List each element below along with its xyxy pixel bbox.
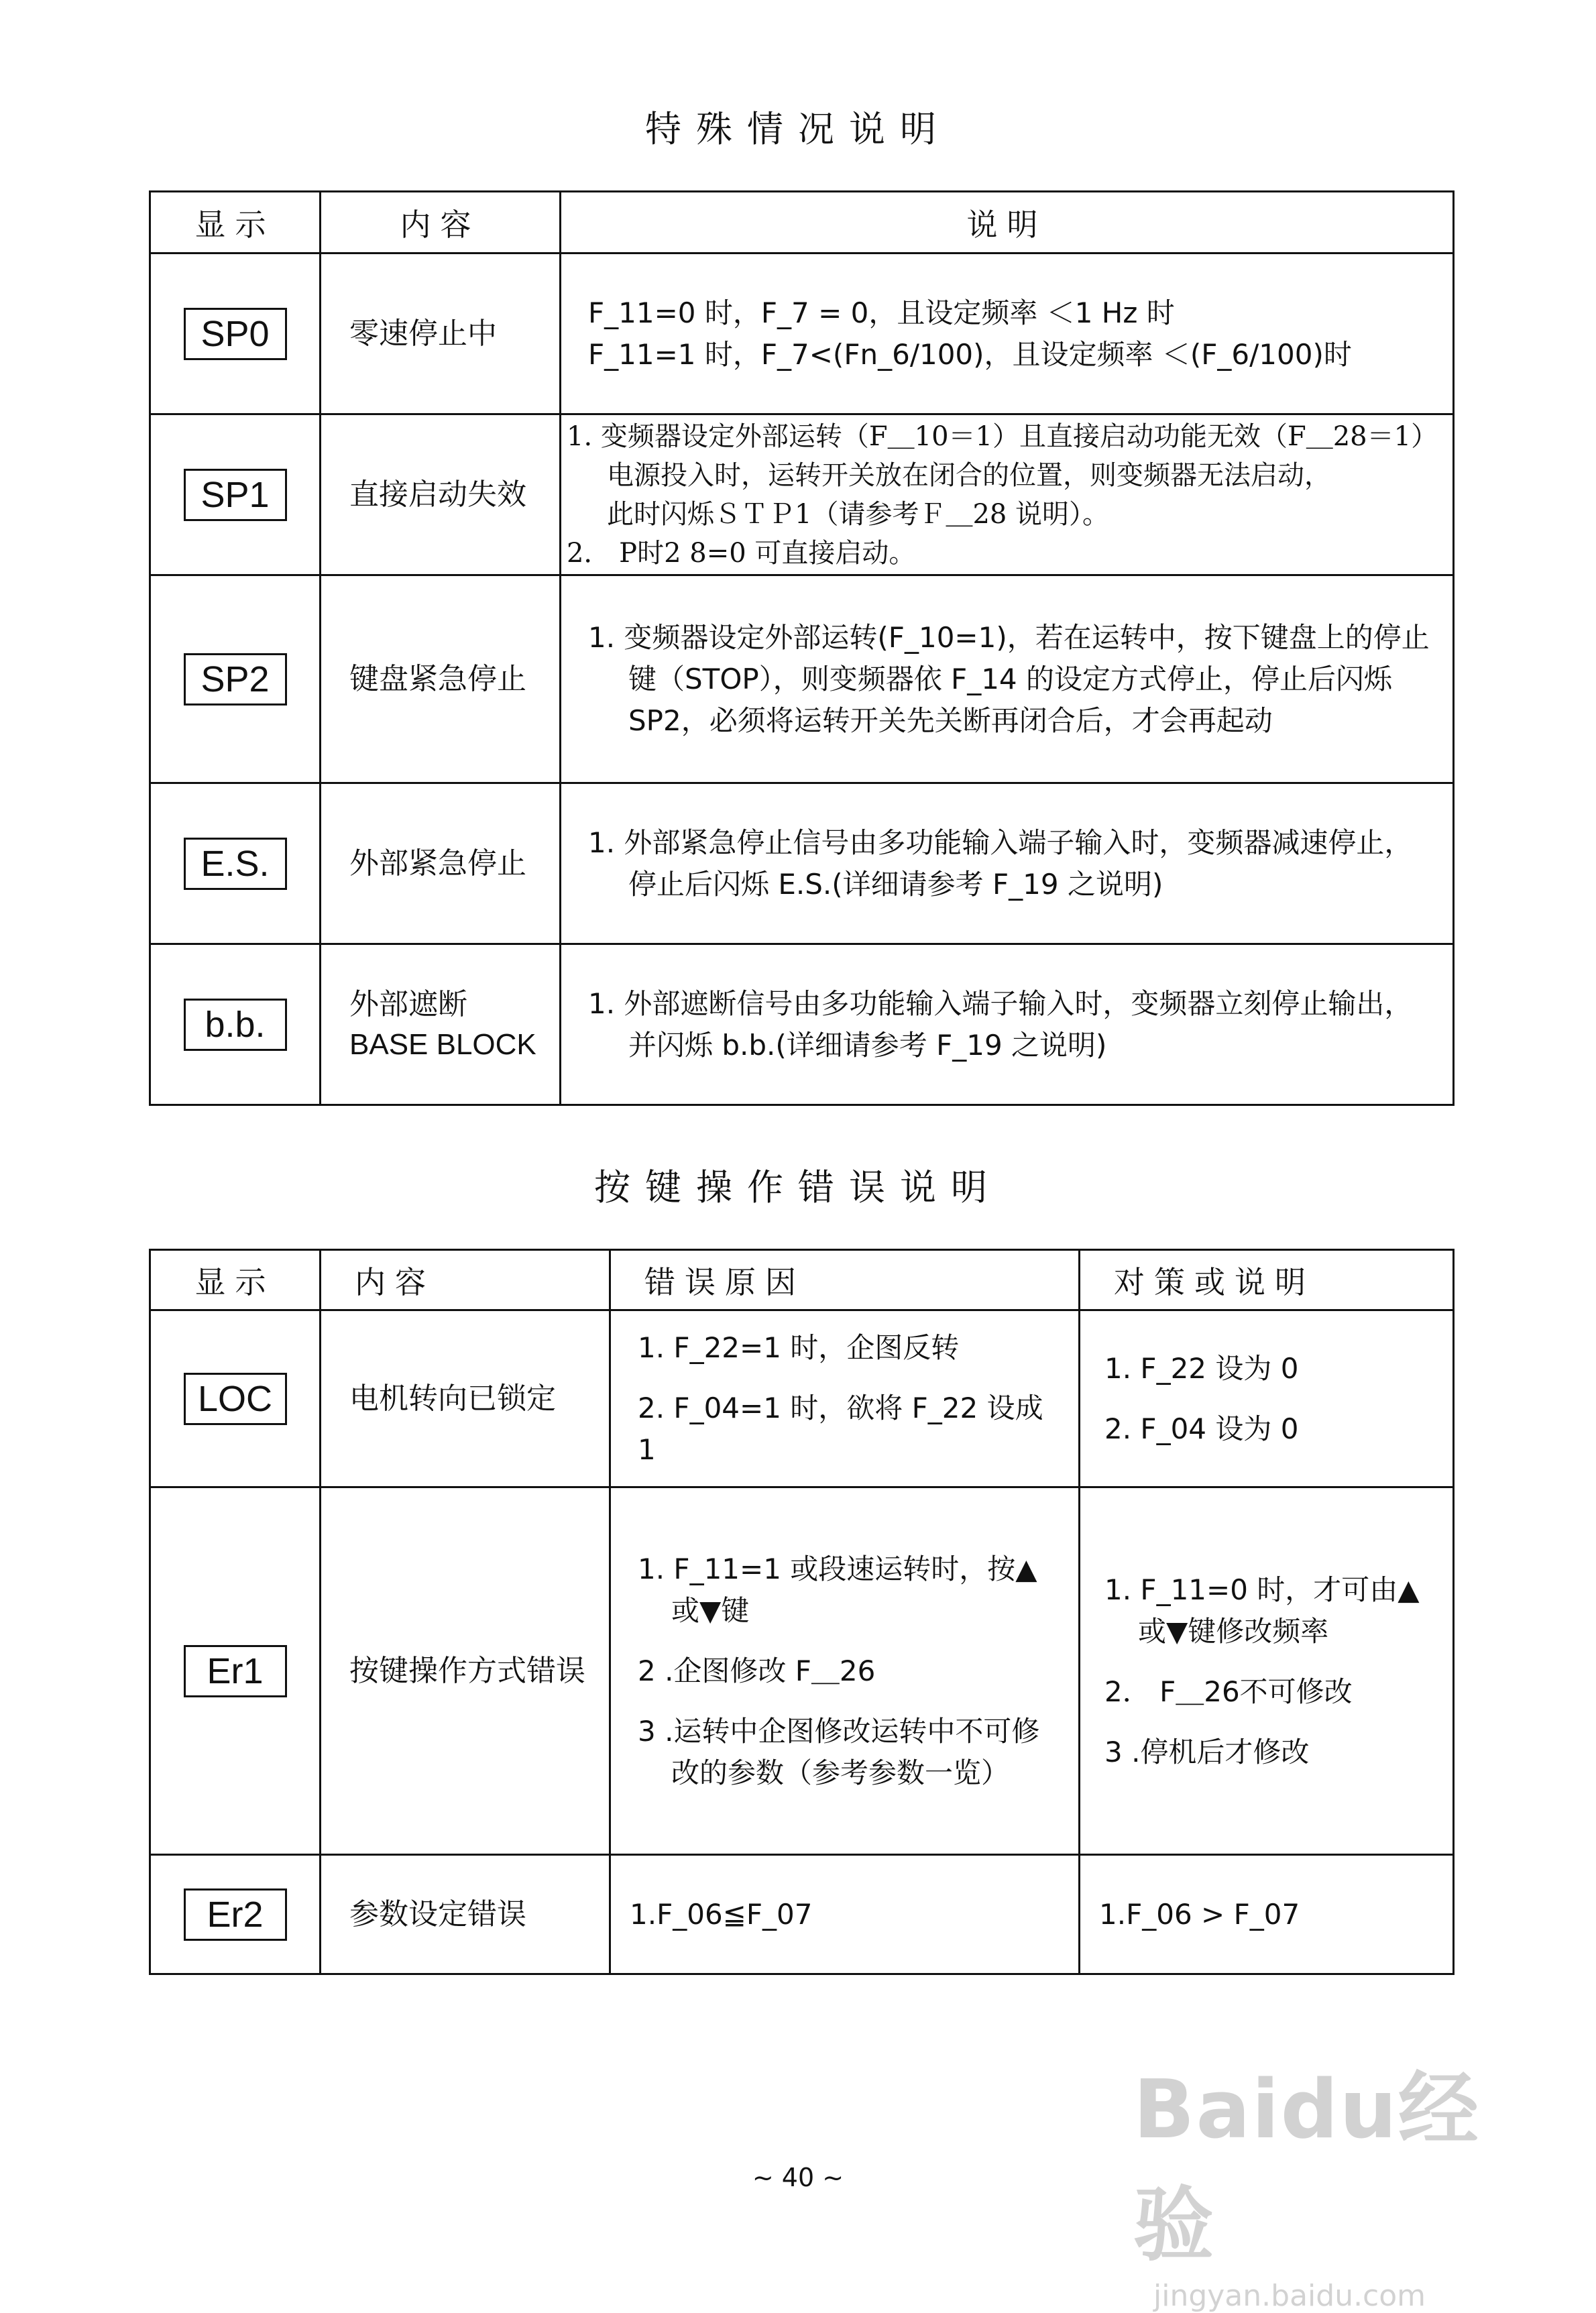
content-cell: 键盘紧急停止	[321, 575, 561, 783]
key-errors-table	[149, 1249, 1455, 1975]
display-code: b.b.	[184, 999, 287, 1051]
content-line: 外部遮断	[349, 986, 467, 1021]
remedy-cell: 1. F_22 设为 0 2. F_04 设为 0	[1080, 1310, 1454, 1487]
content-cell	[321, 944, 561, 1105]
display-code: E.S.	[184, 838, 287, 890]
display-code: SP0	[184, 308, 287, 360]
header-display: 显示	[150, 192, 321, 253]
display-code: LOC	[184, 1373, 287, 1425]
special-conditions-table	[149, 190, 1455, 1106]
cause-cell: 1.F_06≦F_07	[610, 1855, 1080, 1974]
content-cell: 参数设定错误	[321, 1855, 610, 1974]
table-row	[150, 1310, 1454, 1487]
content-cell: 外部紧急停止	[321, 783, 561, 944]
explanation-cell: 1. 外部遮断信号由多功能输入端子输入时，变频器立刻停止输出，并闪烁 b.b.(详细请参考 F_19 之说明)	[561, 944, 1454, 1105]
table-row	[150, 1487, 1454, 1855]
content-cell: 按键操作方式错误	[321, 1487, 610, 1855]
table-row	[150, 414, 1454, 575]
explanation-cell: 1. 变频器设定外部运转(F_10=1)，若在运转中，按下键盘上的停止键（STOP），则变频器依 F_14 的设定方式停止，停止后闪烁 SP2，必须将运转开关先关断再闭合后，才会再起动	[561, 575, 1454, 783]
table-row	[150, 944, 1454, 1105]
display-code: Er1	[184, 1645, 287, 1697]
header-content: 内容	[321, 192, 561, 253]
header-explanation: 说明	[561, 192, 1454, 253]
header-remedy: 对策或说明	[1080, 1250, 1454, 1310]
remedy-cell: 1.F_06 > F_07	[1080, 1855, 1454, 1974]
table-row	[150, 1855, 1454, 1974]
content-line-en: BASE BLOCK	[349, 1027, 536, 1061]
display-code: SP1	[184, 469, 287, 521]
explanation-cell: 1. 变频器设定外部运转（F＿10＝1）且直接启动功能无效（F＿28＝1） 电源投入时，运转开关放在闭合的位置，则变频器无法启动， 此时闪烁ＳＴＰ1（请参考Ｆ＿28 说明）。 2． P时2 8=0 可直接启动。	[561, 414, 1454, 575]
table-row	[150, 783, 1454, 944]
section1-title: 特殊情况说明	[645, 108, 951, 150]
page-number: ~ 40 ~	[752, 2163, 844, 2192]
display-code: Er2	[184, 1888, 287, 1941]
header-display: 显示	[150, 1250, 321, 1310]
watermark-url: jingyan.baidu.com	[1153, 2279, 1426, 2313]
table-row	[150, 253, 1454, 414]
table-row	[150, 575, 1454, 783]
cause-cell: 1. F_22=1 时，企图反转 2. F_04=1 时，欲将 F_22 设成 1	[610, 1310, 1080, 1487]
section2-title: 按键操作错误说明	[594, 1166, 1002, 1208]
header-content: 内容	[321, 1250, 610, 1310]
content-cell: 电机转向已锁定	[321, 1310, 610, 1487]
cause-cell: 1. F_11=1 或段速运转时，按▲或▼键 2 .企图修改 F＿26 3 .运转中企图修改运转中不可修改的参数（参考参数一览）	[610, 1487, 1080, 1855]
header-cause: 错误原因	[610, 1250, 1080, 1310]
content-cell: 直接启动失效	[321, 414, 561, 575]
display-code: SP2	[184, 653, 287, 706]
remedy-cell: 1. F_11=0 时，才可由▲或▼键修改频率 2． F＿26不可修改 3 .停机后才修改	[1080, 1487, 1454, 1855]
explanation-cell: 1. 外部紧急停止信号由多功能输入端子输入时，变频器减速停止，停止后闪烁 E.S.(详细请参考 F_19 之说明)	[561, 783, 1454, 944]
watermark-logo-text: Baidu经验	[1133, 2064, 1480, 2272]
content-cell: 零速停止中	[321, 253, 561, 414]
explanation-cell: F_11=0 时，F_7 = 0，且设定频率 ＜1 Hz 时 F_11=1 时，F_7<(Fn_6/100)，且设定频率 ＜(F_6/100)时	[561, 253, 1454, 414]
